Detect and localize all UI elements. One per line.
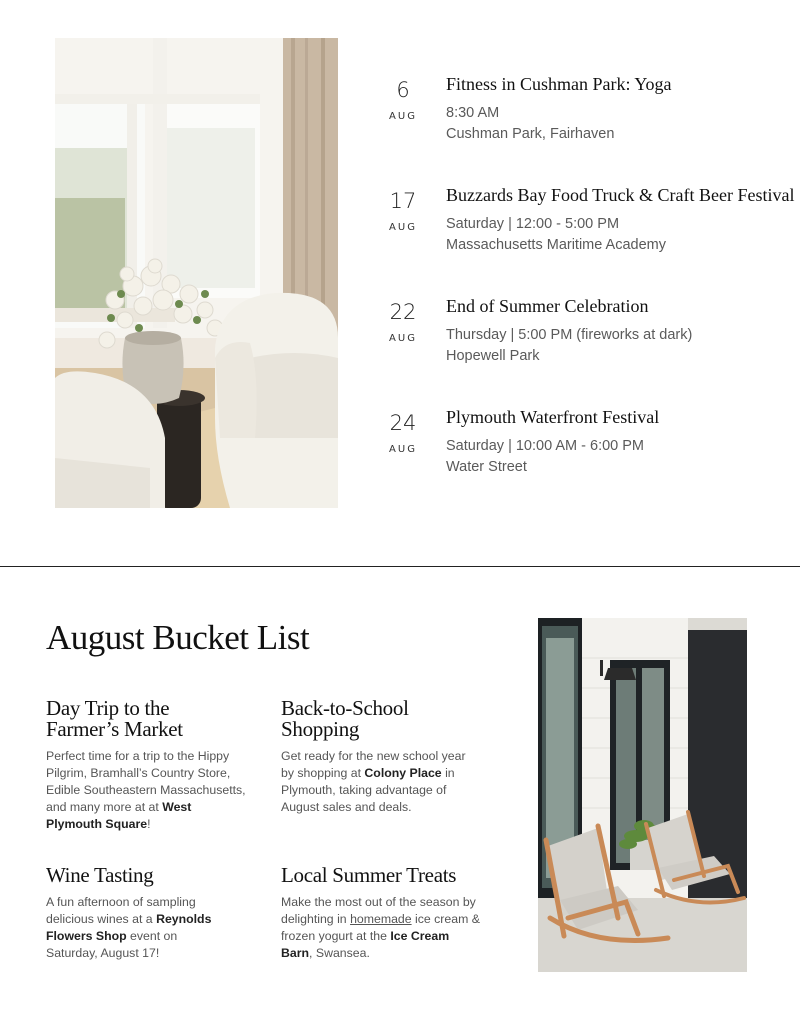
event-title: End of Summer Celebration (446, 296, 649, 316)
highlight: West Plymouth Square (46, 800, 192, 831)
text: ! (147, 817, 151, 831)
event-day: 24 (389, 411, 417, 435)
bucket-item-title (46, 698, 246, 740)
event-item (380, 407, 790, 518)
event-day: 22 (389, 300, 417, 324)
bucket-item-farmers-market (46, 698, 246, 833)
title-line: Farmer’s Market (46, 717, 183, 741)
bucket-list-title: August Bucket List (46, 618, 310, 657)
text: Make the most out of the season by delighting in (281, 895, 476, 926)
text: in Plymouth, taking advantage of August sales and deals. (281, 766, 455, 814)
bucket-item-description (281, 894, 481, 962)
title-line: Back-to-School (281, 696, 409, 720)
bucket-item-title: Local Summer Treats (281, 863, 457, 887)
event-month: AUG (389, 444, 417, 455)
title-line: Shopping (281, 717, 360, 741)
bucket-item-school-shopping (281, 698, 476, 816)
porch-photo (538, 618, 747, 972)
highlight: Reynolds Flowers Shop (46, 912, 212, 943)
event-month: AUG (389, 222, 417, 233)
section-divider (0, 566, 800, 567)
text: ice cream & frozen yogurt at the (281, 912, 480, 943)
bucket-item-description (46, 894, 231, 962)
text: A fun afternoon of sampling delicious wines at a (46, 895, 196, 926)
living-room-photo (55, 38, 338, 508)
events-list (380, 74, 795, 518)
event-time: Saturday | 10:00 AM - 6:00 PM (446, 438, 645, 454)
event-title: Buzzards Bay Food Truck & Craft Beer Festival (446, 185, 795, 205)
event-time: Saturday | 12:00 - 5:00 PM (446, 216, 620, 232)
event-title: Fitness in Cushman Park: Yoga (446, 74, 672, 94)
bucket-item-description (46, 748, 246, 833)
event-month: AUG (389, 111, 417, 122)
text: Perfect time for a trip to the Hippy Pilgrim, Bramhall’s Country Store, Edible Southeastern Massachusetts, and many more at at (46, 749, 246, 814)
event-location: Hopewell Park (446, 348, 540, 364)
event-time: Thursday | 5:00 PM (fireworks at dark) (446, 327, 693, 343)
event-month: AUG (389, 333, 417, 344)
text: Get ready for the new school year by shopping at (281, 749, 466, 780)
underlined-text: homemade (350, 912, 412, 926)
highlight: Ice Cream Barn (281, 929, 450, 960)
event-location: Massachusetts Maritime Academy (446, 237, 666, 253)
bucket-item-wine-tasting (46, 865, 231, 962)
event-item (380, 296, 790, 407)
event-location: Cushman Park, Fairhaven (446, 126, 615, 142)
event-item (380, 74, 790, 185)
bucket-item-description (281, 748, 476, 816)
title-line: Day Trip to the (46, 696, 170, 720)
highlight: Colony Place (364, 766, 442, 780)
event-day: 17 (389, 189, 417, 213)
text: , Swansea. (309, 946, 370, 960)
event-title: Plymouth Waterfront Festival (446, 407, 660, 427)
event-day: 6 (396, 78, 410, 102)
text: event on Saturday, August 17! (46, 929, 178, 960)
bucket-item-title: Wine Tasting (46, 863, 154, 887)
event-time: 8:30 AM (446, 105, 500, 121)
event-item (380, 185, 795, 296)
bucket-item-summer-treats (281, 865, 481, 962)
event-location: Water Street (446, 459, 527, 475)
bucket-item-title (281, 698, 476, 740)
